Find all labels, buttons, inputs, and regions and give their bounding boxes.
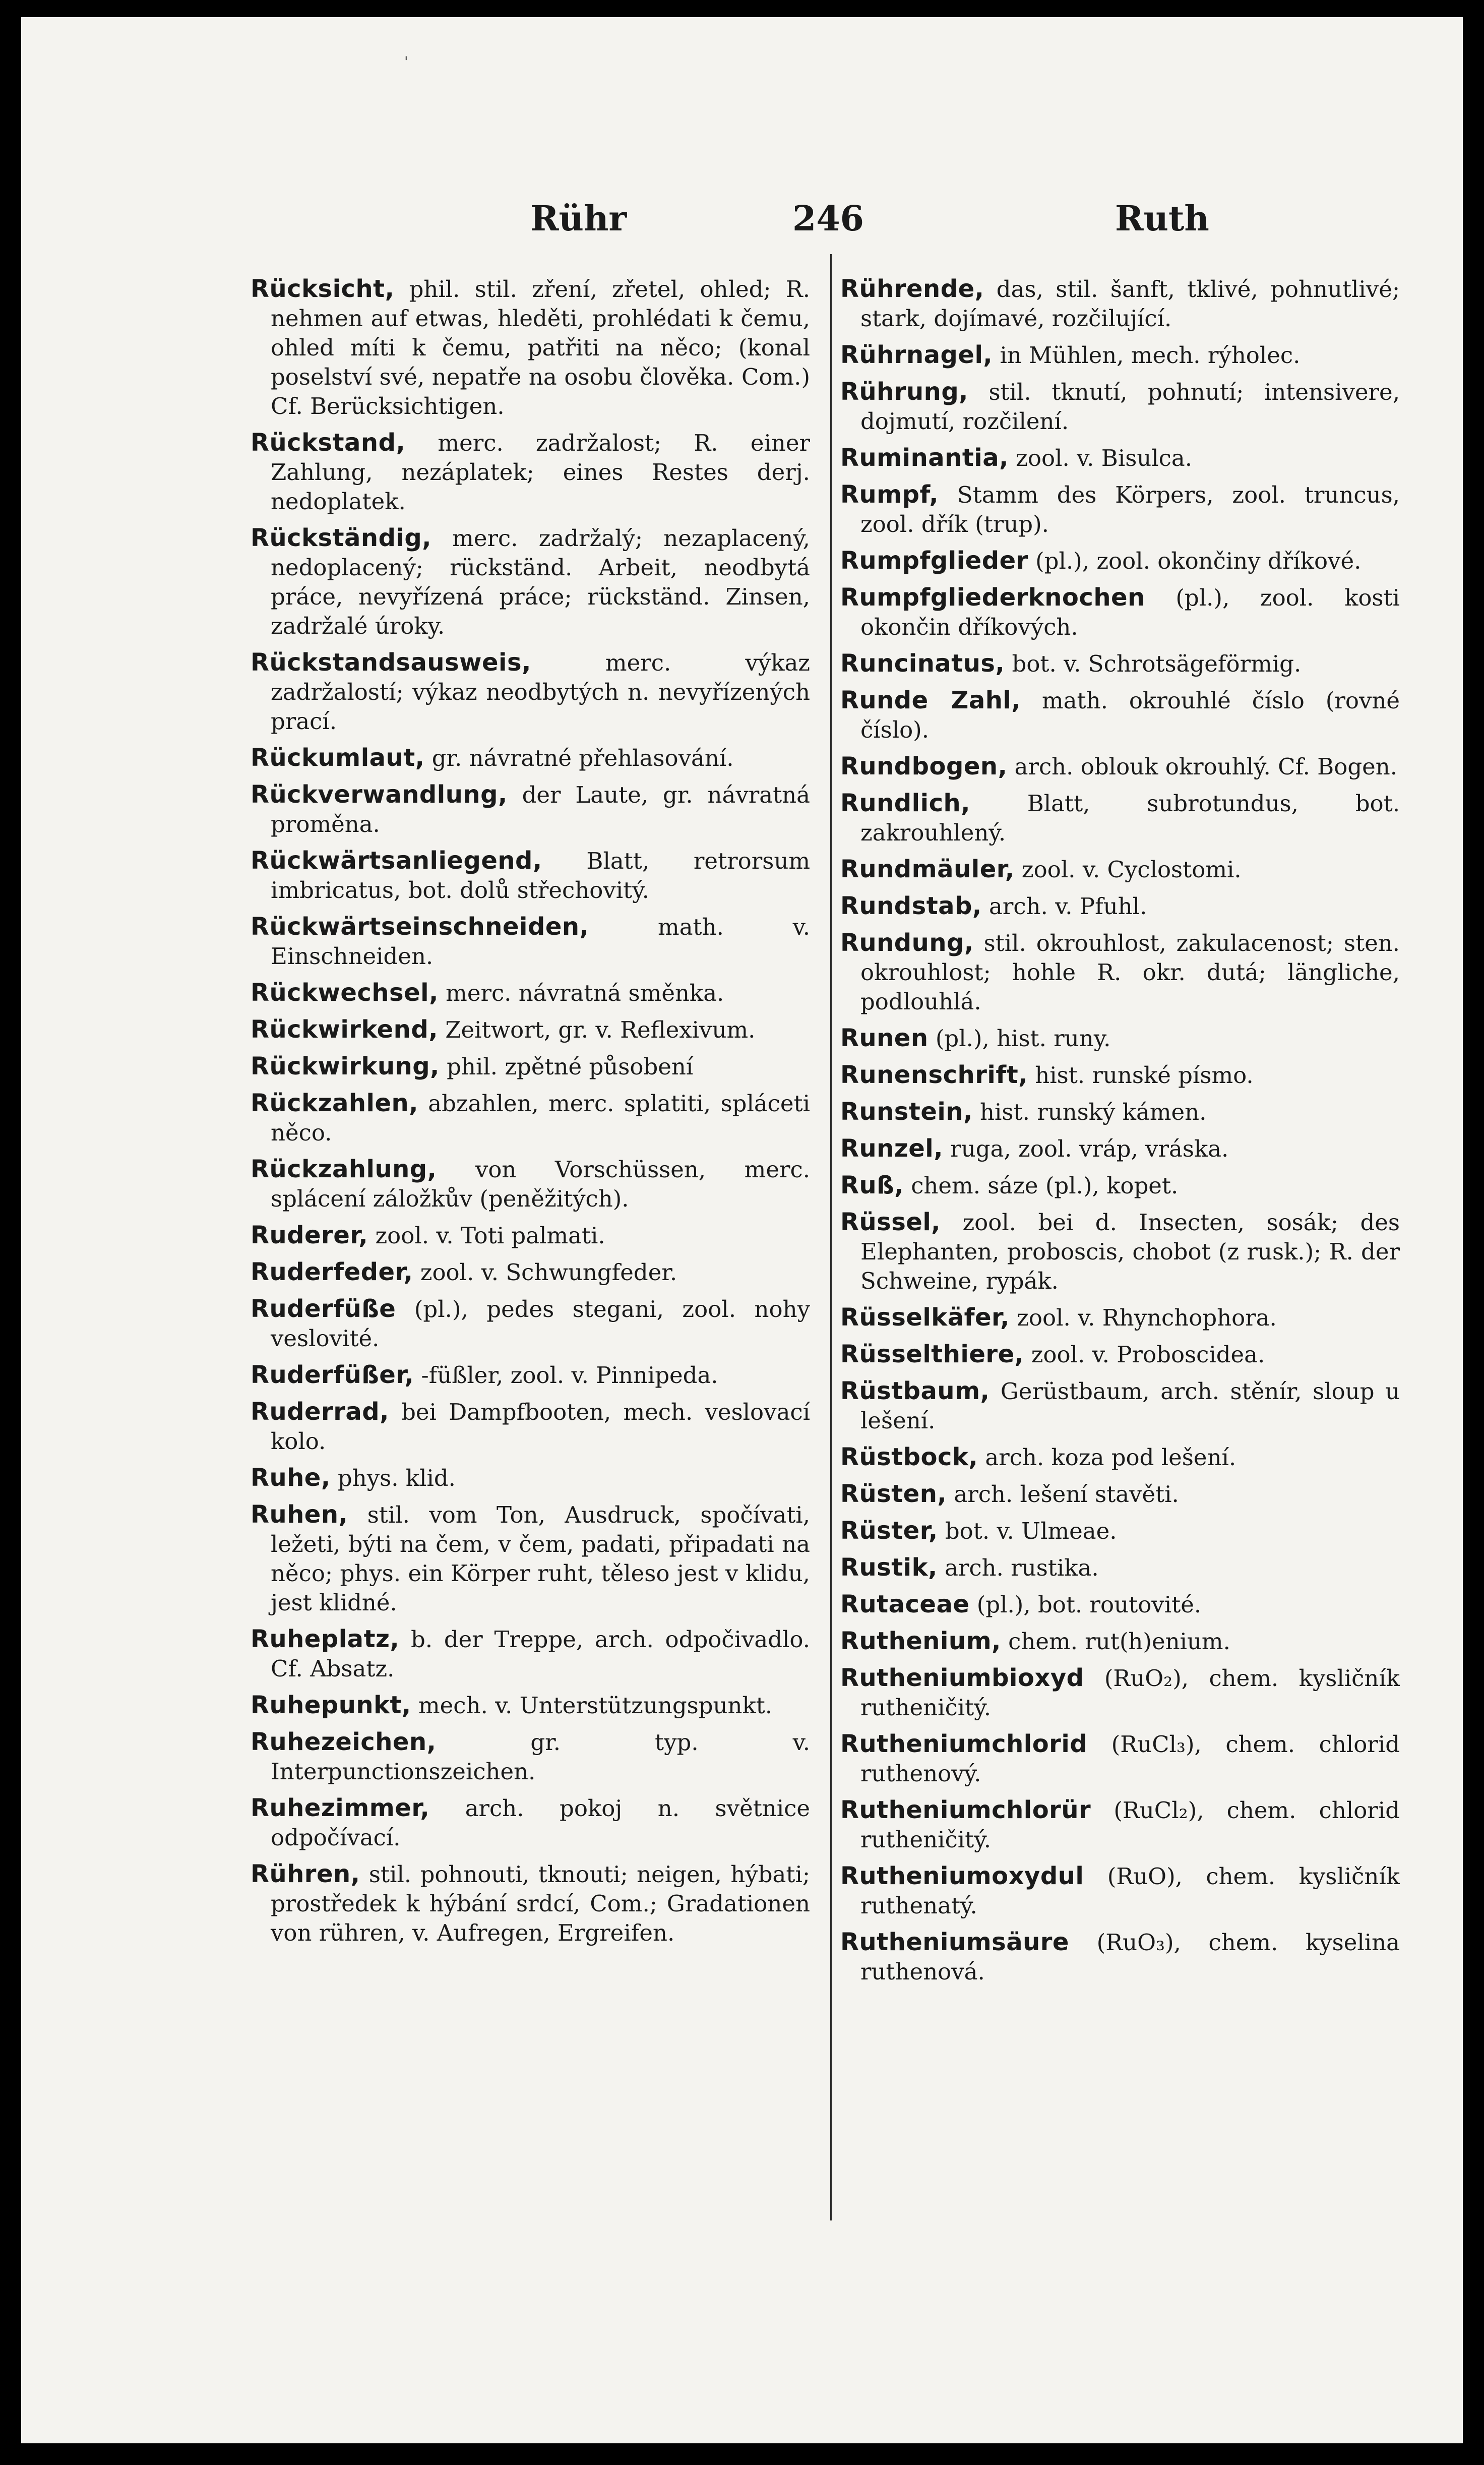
dictionary-entry [251,743,810,773]
entry-headword: Rückständig, [251,524,431,552]
entry-definition: arch. pokoj n. světnice odpočívací. [271,1795,810,1851]
entry-definition: das, stil. šanft, tklivé, pohnutlivé; stark, dojímavé, rozčilující. [860,276,1400,332]
entry-headword: Rüsselthiere, [840,1340,1024,1368]
left-column [251,274,810,2210]
entry-headword: Rutheniumbioxyd [840,1664,1084,1692]
entry-headword: Ruhe, [251,1464,331,1492]
entry-headword: Rückwirkend, [251,1015,438,1044]
entry-definition: (pl.), zool. okončiny dříkové. [1035,548,1362,574]
dictionary-entry [840,1208,1400,1296]
entry-headword: Rückumlaut, [251,744,425,772]
entry-definition: bei Dampfbooten, mech. veslovací kolo. [271,1399,810,1455]
entry-definition: (RuO₃), chem. kyselina ruthenová. [860,1929,1400,1985]
entry-definition: Gerüstbaum, arch. stěnír, sloup u lešení. [860,1378,1400,1434]
entry-definition: Zeitwort, gr. v. Reflexivum. [445,1016,756,1043]
dictionary-entry [840,1134,1400,1164]
entry-definition: zool. v. Proboscidea. [1031,1341,1265,1368]
dictionary-entry [251,1089,810,1148]
dictionary-page [21,17,1463,2443]
entry-definition: b. der Treppe, arch. odpočivadlo. Cf. Absatz. [271,1626,810,1682]
entry-headword: Rumpfgliederknochen [840,583,1145,612]
entry-headword: Rückzahlung, [251,1155,437,1183]
entry-definition: (RuCl₂), chem. chlorid rutheničitý. [860,1797,1400,1853]
dictionary-entry [840,1024,1400,1053]
dictionary-entry [251,274,810,421]
entry-headword: Rutheniumchlorür [840,1796,1091,1824]
entry-headword: Rückverwandlung, [251,780,508,809]
entry-headword: Rüstbaum, [840,1377,990,1405]
entry-headword: Rückstand, [251,429,406,457]
entry-definition: (RuCl₃), chem. chlorid ruthenový. [860,1731,1400,1787]
dictionary-entry [840,274,1400,333]
entry-definition: merc. návratná směnka. [446,980,724,1006]
entry-headword: Rüstbock, [840,1443,978,1471]
entry-definition: stil. pohnouti, tknouti; neigen, hýbati; prostředek k hýbání srdcí, Com.; Gradationen von rühren, v. Aufregen, Ergreifen. [271,1861,810,1946]
dictionary-entry [840,928,1400,1016]
dictionary-entry [840,1376,1400,1435]
entry-definition: Stamm des Körpers, zool. truncus, zool. dřík (trup). [860,482,1400,537]
entry-definition: mech. v. Unterstützungspunkt. [418,1692,773,1719]
entry-definition: chem. sáze (pl.), kopet. [911,1172,1179,1199]
dictionary-entry [251,1859,810,1948]
entry-headword: Rücksicht, [251,275,395,303]
dictionary-entry [840,1663,1400,1722]
page-number: 246 [792,199,864,239]
header-left-guideword: Rühr [530,199,627,239]
entry-definition: hist. runské písmo. [1035,1062,1254,1089]
entry-headword: Rutaceae [840,1590,970,1618]
entry-headword: Rüsselkäfer, [840,1303,1010,1332]
entry-definition: abzahlen, merc. splatiti, spláceti něco. [271,1090,810,1146]
entry-definition: (pl.), pedes stegani, zool. nohy veslovité. [271,1296,810,1352]
entry-headword: Rustik, [840,1553,938,1582]
entry-definition: zool. v. Toti palmati. [375,1222,605,1249]
entry-definition: gr. návratné přehlasování. [431,745,734,771]
dictionary-entry [840,1516,1400,1546]
entry-headword: Rutheniumsäure [840,1928,1069,1956]
entry-headword: Rührung, [840,378,968,406]
entry-definition: Blatt, retrorsum imbricatus, bot. dolů střechovitý. [271,848,810,904]
dictionary-entry [251,1691,810,1720]
dictionary-entry [251,912,810,971]
entry-headword: Rutheniumchlorid [840,1730,1088,1758]
entry-definition: arch. lešení stavěti. [954,1481,1179,1508]
entry-definition: von Vorschüssen, merc. splácení záložkův (peněžitých). [271,1156,810,1212]
entry-headword: Rühren, [251,1860,360,1888]
entry-definition: arch. rustika. [945,1554,1099,1581]
dictionary-entry [251,1221,810,1250]
entry-definition: zool. v. Schwungfeder. [420,1259,677,1286]
entry-definition: chem. rut(h)enium. [1008,1628,1230,1655]
dictionary-entry [840,686,1400,745]
entry-headword: Ruderer, [251,1221,368,1249]
entry-headword: Runzel, [840,1134,943,1163]
dictionary-entry [840,891,1400,921]
dictionary-entry [840,1553,1400,1583]
entry-headword: Rückwärtsanliegend, [251,847,542,875]
entry-definition: in Mühlen, mech. rýholec. [1000,342,1301,369]
entry-definition: stil. okrouhlost, zakulacenost; sten. okrouhlost; hohle R. okr. dutá; längliche, podlouhlá. [860,930,1400,1015]
entry-definition: phys. klid. [337,1465,456,1491]
dictionary-entry [840,377,1400,436]
corner-mark: ' [404,53,408,70]
right-column [840,274,1400,2210]
entry-headword: Rumpf, [840,480,939,509]
dictionary-entry [251,1793,810,1852]
entry-headword: Ruheplatz, [251,1625,400,1653]
dictionary-entry [840,1928,1400,1987]
header-right-guideword: Ruth [1115,199,1209,239]
dictionary-entry [251,1360,810,1390]
dictionary-entry [840,1861,1400,1920]
dictionary-entry [251,1155,810,1214]
entry-headword: Rüster, [840,1517,938,1545]
dictionary-entry [251,1294,810,1353]
entry-headword: Rüssel, [840,1208,941,1236]
entry-definition: merc. zadržalý; nezaplacený, nedoplacený; rückständ. Arbeit, neodbytá práce, nevyřízená práce; rückständ. Zinsen, zadržalé úroky. [271,525,810,639]
entry-definition: zool. bei d. Insecten, sosák; des Elephanten, proboscis, chobot (z rusk.); R. der Schweine, rypák. [860,1209,1400,1294]
dictionary-entry [251,1397,810,1456]
dictionary-entry [251,1463,810,1493]
entry-definition: stil. tknutí, pohnutí; intensivere, dojmutí, rozčilení. [860,379,1400,435]
entry-headword: Ruderfüße [251,1295,396,1323]
dictionary-entry [251,780,810,839]
entry-definition: stil. vom Ton, Ausdruck, spočívati, ležeti, býti na čem, v čem, padati, připadati na něco; phys. ein Körper ruht, těleso jest v klidu, jest klidné. [271,1501,810,1616]
entry-definition: (RuO₂), chem. kysličník rutheničitý. [860,1665,1400,1721]
dictionary-entry [251,1257,810,1287]
entry-headword: Rückwirkung, [251,1052,440,1080]
dictionary-entry [840,1060,1400,1090]
entry-definition: arch. koza pod lešení. [985,1444,1236,1471]
dictionary-entry [251,978,810,1008]
entry-headword: Ruderfüßer, [251,1361,414,1389]
entry-definition: math. okrouhlé číslo (rovné číslo). [860,687,1400,743]
column-divider [830,254,832,2220]
entry-headword: Runde Zahl, [840,686,1021,714]
dictionary-entry [840,1097,1400,1127]
entry-headword: Rundlich, [840,789,970,817]
entry-headword: Runenschrift, [840,1061,1028,1089]
entry-headword: Runen [840,1024,929,1052]
dictionary-entry [840,1795,1400,1854]
dictionary-entry [840,1627,1400,1656]
dictionary-entry [251,846,810,905]
entry-definition: arch. v. Pfuhl. [988,893,1147,920]
dictionary-entry [840,752,1400,781]
entry-headword: Rückzahlen, [251,1089,418,1117]
entry-headword: Ruderfeder, [251,1258,413,1286]
dictionary-entry [840,1479,1400,1509]
entry-headword: Ruß, [840,1171,904,1199]
entry-definition: (pl.), zool. kosti okončin dříkových. [860,584,1400,640]
entry-definition: merc. výkaz zadržalostí; výkaz neodbytých n. nevyřízených prací. [271,649,810,735]
entry-headword: Rumpfglieder [840,547,1028,575]
entry-definition: phil. stil. zření, zřetel, ohled; R. nehmen auf etwas, hleděti, prohlédati k čemu, ohled míti k čemu, patřiti na něco; (konal poselství své, nepatře na osobu člověka. Com.) Cf. Berücksichtigen. [271,276,810,419]
dictionary-entry [840,1729,1400,1788]
entry-definition: (pl.), hist. runy. [935,1025,1111,1052]
entry-definition: bot. v. Schrotsägeförmig. [1012,650,1302,677]
dictionary-entry [840,1303,1400,1333]
entry-headword: Rundung, [840,929,974,957]
entry-definition: (RuO), chem. kysličník ruthenatý. [860,1863,1400,1919]
entry-headword: Rührende, [840,275,984,303]
dictionary-entry [840,443,1400,473]
entry-definition: merc. zadržalost; R. einer Zahlung, nezáplatek; eines Restes derj. nedoplatek. [271,430,810,515]
dictionary-entry [251,1500,810,1617]
entry-headword: Rührnagel, [840,341,993,369]
entry-headword: Runstein, [840,1098,973,1126]
dictionary-entry [251,523,810,641]
entry-definition: bot. v. Ulmeae. [945,1518,1117,1544]
dictionary-entry [840,855,1400,884]
dictionary-entry [840,340,1400,370]
dictionary-entry [840,546,1400,576]
entry-headword: Ruhepunkt, [251,1691,411,1719]
dictionary-entry [840,789,1400,848]
entry-headword: Ruhezimmer, [251,1794,430,1822]
dictionary-entry [840,1442,1400,1472]
entry-definition: arch. oblouk okrouhlý. Cf. Bogen. [1014,753,1398,780]
dictionary-entry [840,583,1400,642]
running-header [21,199,1463,254]
dictionary-entry [840,1171,1400,1200]
entry-headword: Rückwärtseinschneiden, [251,913,589,941]
entry-definition: der Laute, gr. návratná proměna. [271,781,810,837]
entry-headword: Rückstandsausweis, [251,648,531,677]
entry-definition: zool. v. Rhynchophora. [1017,1304,1277,1331]
entry-definition: Blatt, subrotundus, bot. zakrouhlený. [860,790,1400,846]
entry-headword: Rundstab, [840,892,982,920]
dictionary-entry [251,1727,810,1786]
entry-definition: zool. v. Cyclostomi. [1021,856,1242,883]
dictionary-entry [251,428,810,516]
entry-definition: zool. v. Bisulca. [1016,445,1193,471]
dictionary-entry [251,648,810,736]
entry-headword: Ruminantia, [840,444,1009,472]
entry-headword: Ruhen, [251,1500,348,1529]
entry-definition: math. v. Einschneiden. [271,914,810,970]
entry-definition: hist. runský kámen. [980,1099,1207,1125]
entry-definition: gr. typ. v. Interpunctionszeichen. [271,1729,810,1785]
dictionary-entry [840,1590,1400,1619]
dictionary-entry [251,1052,810,1081]
dictionary-entry [840,480,1400,539]
entry-definition: (pl.), bot. routovité. [976,1591,1202,1618]
entry-headword: Ruderrad, [251,1398,389,1426]
entry-headword: Ruhezeichen, [251,1728,437,1756]
entry-definition: -füßler, zool. v. Pinnipeda. [421,1362,718,1389]
entry-headword: Rundmäuler, [840,855,1015,883]
entry-headword: Rückwechsel, [251,979,439,1007]
dictionary-entry [840,1340,1400,1369]
entry-headword: Rüsten, [840,1480,947,1508]
entry-headword: Rutheniumoxydul [840,1862,1084,1890]
entry-headword: Ruthenium, [840,1627,1001,1655]
entry-definition: ruga, zool. vráp, vráska. [950,1135,1229,1162]
entry-definition: phil. zpětné působení [447,1053,694,1080]
dictionary-entry [840,649,1400,679]
entry-headword: Rundbogen, [840,752,1008,780]
dictionary-entry [251,1625,810,1684]
dictionary-entry [251,1015,810,1045]
entry-headword: Runcinatus, [840,649,1005,678]
